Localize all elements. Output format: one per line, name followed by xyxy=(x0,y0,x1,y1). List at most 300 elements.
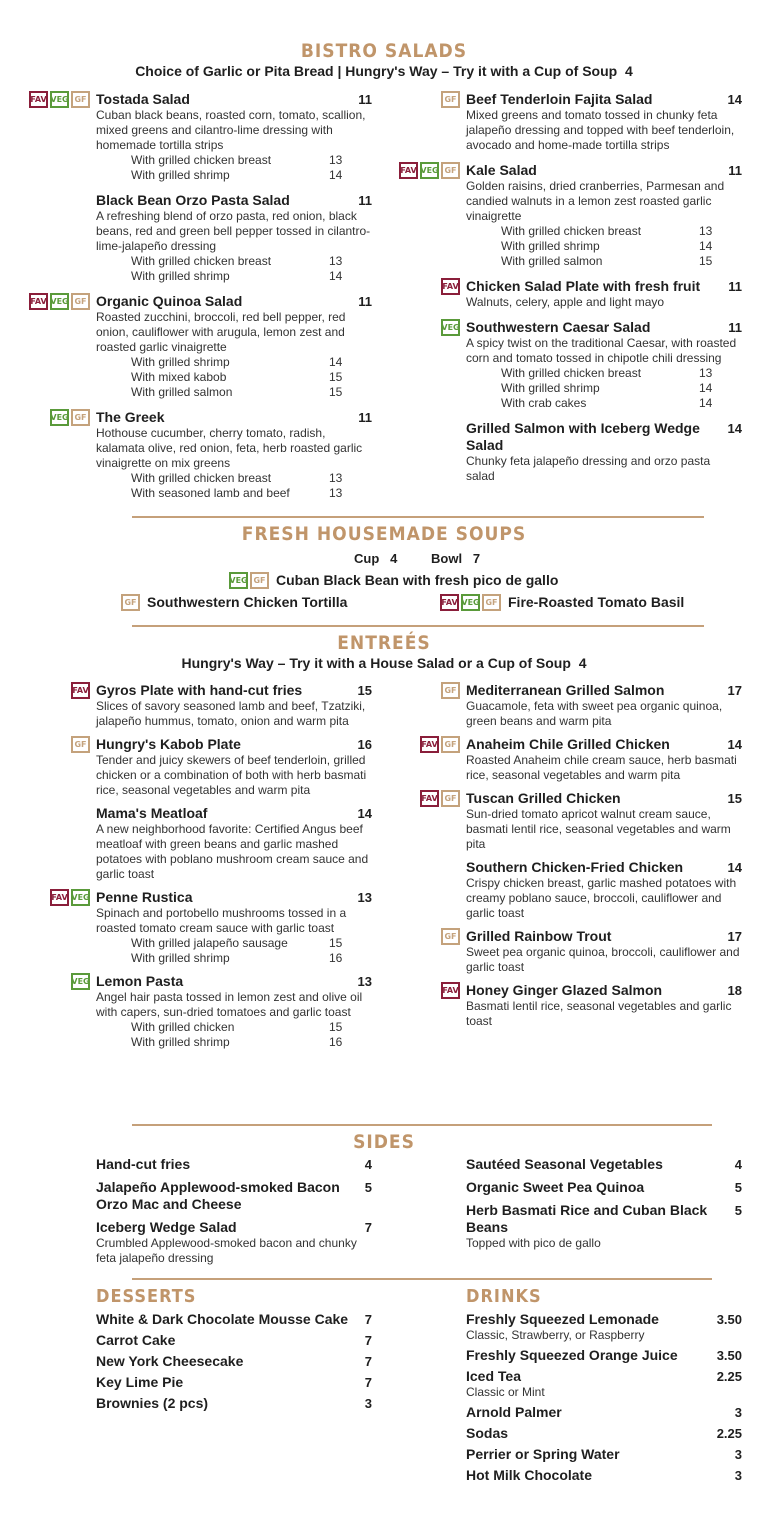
side-price: 5 xyxy=(734,1203,742,1218)
item-name: Mediterranean Grilled Salmon xyxy=(466,682,665,698)
drink-price: 3.50 xyxy=(716,1312,742,1327)
item-price: 16 xyxy=(357,737,372,752)
dessert-item xyxy=(96,1374,372,1395)
item-description: Walnuts, celery, apple and light mayo xyxy=(466,295,665,309)
side-description: Topped with pico de gallo xyxy=(466,1236,601,1250)
veg-badge-icon xyxy=(50,293,69,310)
fav-badge-icon xyxy=(440,594,459,611)
gf-badge-icon xyxy=(441,790,460,807)
badge-label: VEG xyxy=(461,598,480,607)
item-name: Hungry's Kabob Plate xyxy=(96,736,241,752)
option-price: 14 xyxy=(699,239,713,253)
drink-name: Freshly Squeezed Orange Juice xyxy=(466,1347,678,1363)
option-label: With grilled chicken breast xyxy=(131,471,272,485)
soups-heading: FRESH HOUSEMADE SOUPS xyxy=(241,523,527,545)
item-option xyxy=(96,153,372,168)
side-item xyxy=(466,1179,742,1196)
drink-price: 3 xyxy=(734,1405,742,1420)
item-name: Black Bean Orzo Pasta Salad xyxy=(96,192,290,208)
entrees-subtitle-price: 4 xyxy=(578,655,587,671)
desserts-list xyxy=(96,1311,372,1416)
option-label: With grilled salmon xyxy=(131,385,233,399)
soup-row xyxy=(229,572,558,589)
fav-badge-icon xyxy=(441,982,460,999)
item-name: Kale Salad xyxy=(466,162,537,178)
item-option xyxy=(466,239,742,254)
diet-tags xyxy=(441,682,460,699)
soup-item xyxy=(121,594,347,611)
item-name: Grilled Rainbow Trout xyxy=(466,928,612,944)
item-option xyxy=(96,269,372,284)
salads-left-column xyxy=(30,91,372,510)
item-description: Basmati lentil rice, seasonal vegetables and garlic toast xyxy=(466,999,732,1028)
badge-label: GF xyxy=(74,413,87,422)
item-option xyxy=(96,254,372,269)
divider xyxy=(132,516,704,518)
menu-item xyxy=(444,682,742,729)
dessert-name: White & Dark Chocolate Mousse Cake xyxy=(96,1311,349,1327)
badge-label: GF xyxy=(253,576,266,585)
item-price: 11 xyxy=(358,410,372,425)
item-description: Cuban black beans, roasted corn, tomato, scallion, mixed greens and cilantro-lime dressing with homemade tortilla strips xyxy=(96,108,366,152)
side-item xyxy=(466,1202,742,1251)
menu-item xyxy=(442,982,742,1029)
menu-item xyxy=(30,293,372,400)
option-label: With grilled shrimp xyxy=(501,381,600,395)
item-description: Golden raisins, dried cranberries, Parmesan and candied walnuts in a lemon zest roasted garlic vinaigrette xyxy=(466,179,725,223)
dessert-name: Key Lime Pie xyxy=(96,1374,184,1390)
item-name: Anaheim Chile Grilled Chicken xyxy=(466,736,670,752)
option-price: 13 xyxy=(329,486,343,500)
drinks-list xyxy=(466,1311,742,1488)
entrees-subtitle-text: Hungry's Way – Try it with a House Salad or a Cup of Soup xyxy=(181,655,571,671)
item-description: Mixed greens and tomato tossed in chunky feta jalapeño dressing and topped with beef tenderloin, avocado and home-made tortilla strips xyxy=(466,108,735,152)
item-description: A spicy twist on the traditional Caesar, with roasted corn and tomato tossed in chipotle chili dressing xyxy=(466,336,737,365)
item-price: 13 xyxy=(357,890,372,905)
fav-badge-icon xyxy=(50,889,69,906)
badge-label: GF xyxy=(124,598,137,607)
menu-item xyxy=(466,859,742,921)
drink-item xyxy=(466,1311,742,1343)
fav-badge-icon xyxy=(420,736,439,753)
badge-label: GF xyxy=(444,686,457,695)
gf-badge-icon xyxy=(441,162,460,179)
badge-label: FAV xyxy=(400,166,417,175)
entrees-right-column xyxy=(421,682,742,1036)
fav-badge-icon xyxy=(29,91,48,108)
badge-label: GF xyxy=(444,95,457,104)
drink-description: Classic or Mint xyxy=(466,1385,545,1399)
item-description: Hothouse cucumber, cherry tomato, radish, kalamata olive, red onion, feta, herb roasted garlic vinaigrette on mix greens xyxy=(96,426,363,470)
gf-badge-icon xyxy=(71,91,90,108)
item-description: Spinach and portobello mushrooms tossed in a roasted tomato cream sauce with garlic toast xyxy=(96,906,347,935)
side-price: 4 xyxy=(364,1157,372,1172)
drink-name: Iced Tea xyxy=(466,1368,521,1384)
option-price: 15 xyxy=(699,254,713,268)
dessert-price: 7 xyxy=(364,1333,372,1348)
drink-name: Hot Milk Chocolate xyxy=(466,1467,593,1483)
item-description: Sun-dried tomato apricot walnut cream sauce, basmati lentil rice, seasonal vegetables and warm pita xyxy=(466,807,731,851)
option-price: 14 xyxy=(699,381,713,395)
salads-subtitle-text: Choice of Garlic or Pita Bread | Hungry's Way – Try it with a Cup of Soup xyxy=(135,63,618,79)
menu-item xyxy=(30,91,372,183)
soup-item xyxy=(229,572,558,589)
badge-label: VEG xyxy=(229,576,248,585)
item-option xyxy=(96,370,372,385)
item-name: Tuscan Grilled Chicken xyxy=(466,790,621,806)
item-price: 11 xyxy=(358,92,372,107)
drink-item xyxy=(466,1446,742,1463)
badge-label: GF xyxy=(485,598,498,607)
item-option xyxy=(96,1035,372,1050)
menu-item xyxy=(400,162,742,269)
option-price: 13 xyxy=(329,153,343,167)
diet-tags xyxy=(420,790,460,807)
badge-label: VEG xyxy=(50,95,69,104)
diet-tags xyxy=(399,162,460,179)
diet-tags xyxy=(441,278,460,295)
badge-label: FAV xyxy=(51,893,68,902)
item-name: Organic Quinoa Salad xyxy=(96,293,243,309)
side-name: Sautéed Seasonal Vegetables xyxy=(466,1156,663,1172)
item-price: 17 xyxy=(727,929,742,944)
salads-subtitle xyxy=(0,63,768,79)
item-description: Tender and juicy skewers of beef tenderloin, grilled chicken or a combination of both with herb basmati rice, seasonal vegetables and warm pita xyxy=(96,753,367,797)
item-name: Chicken Salad Plate with fresh fruit xyxy=(466,278,701,294)
option-label: With grilled chicken breast xyxy=(501,224,642,238)
fav-badge-icon xyxy=(399,162,418,179)
item-name: Gyros Plate with hand-cut fries xyxy=(96,682,303,698)
desserts-heading: DESSERTS xyxy=(96,1286,197,1307)
divider xyxy=(132,1124,712,1126)
item-name: Tostada Salad xyxy=(96,91,190,107)
menu-item xyxy=(444,91,742,153)
option-label: With grilled shrimp xyxy=(501,239,600,253)
item-price: 14 xyxy=(727,92,742,107)
item-option xyxy=(466,381,742,396)
dessert-item xyxy=(96,1332,372,1353)
item-price: 11 xyxy=(728,320,742,335)
dessert-name: Carrot Cake xyxy=(96,1332,176,1348)
drink-price: 3 xyxy=(734,1468,742,1483)
drink-name: Perrier or Spring Water xyxy=(466,1446,620,1462)
sides-heading: SIDES xyxy=(353,1131,415,1153)
item-price: 13 xyxy=(357,974,372,989)
item-price: 11 xyxy=(728,163,742,178)
option-price: 16 xyxy=(329,1035,343,1049)
option-price: 14 xyxy=(699,396,713,410)
gf-badge-icon xyxy=(71,293,90,310)
sides-right-column xyxy=(466,1156,742,1257)
salads-right-column xyxy=(400,91,742,493)
item-price: 11 xyxy=(358,193,372,208)
drink-price: 2.25 xyxy=(716,1369,742,1384)
gf-badge-icon xyxy=(441,682,460,699)
item-name: Penne Rustica xyxy=(96,889,193,905)
option-label: With grilled chicken breast xyxy=(131,153,272,167)
badge-label: GF xyxy=(444,932,457,941)
diet-tags xyxy=(441,928,460,945)
gf-badge-icon xyxy=(71,409,90,426)
option-label: With grilled shrimp xyxy=(131,1035,230,1049)
option-label: With grilled jalapeño sausage xyxy=(131,936,288,950)
option-price: 16 xyxy=(329,951,343,965)
item-name: Honey Ginger Glazed Salmon xyxy=(466,982,663,998)
option-price: 15 xyxy=(329,385,343,399)
item-name: Southern Chicken-Fried Chicken xyxy=(466,859,684,875)
item-price: 14 xyxy=(727,737,742,752)
diet-tags xyxy=(50,409,90,426)
side-price: 7 xyxy=(364,1220,372,1235)
item-name: Lemon Pasta xyxy=(96,973,184,989)
menu-item xyxy=(466,420,742,484)
divider xyxy=(132,1278,712,1280)
bowl-price: 7 xyxy=(472,551,481,566)
drink-item xyxy=(466,1404,742,1421)
diet-tags xyxy=(71,682,90,699)
gf-badge-icon xyxy=(71,736,90,753)
veg-badge-icon xyxy=(71,889,90,906)
option-price: 14 xyxy=(329,269,343,283)
item-description: Chunky feta jalapeño dressing and orzo pasta salad xyxy=(466,454,711,483)
drink-description: Classic, Strawberry, or Raspberry xyxy=(466,1328,645,1342)
item-price: 15 xyxy=(727,791,742,806)
item-description: Roasted zucchini, broccoli, red bell pepper, red onion, cauliflower with arugula, lemon zest and roasted garlic vinaigrette xyxy=(96,310,346,354)
menu-item xyxy=(421,736,742,783)
option-label: With grilled shrimp xyxy=(131,355,230,369)
option-label: With crab cakes xyxy=(501,396,587,410)
gf-badge-icon xyxy=(121,594,140,611)
entrees-heading: ENTREÉS xyxy=(337,632,431,654)
drink-name: Freshly Squeezed Lemonade xyxy=(466,1311,659,1327)
menu-item xyxy=(96,192,372,284)
item-description: A new neighborhood favorite: Certified Angus beef meatloaf with green beans and garlic mashed potatoes with poblano mushroom cream sauce and garlic toast xyxy=(96,822,369,881)
diet-tags xyxy=(29,293,90,310)
fav-badge-icon xyxy=(29,293,48,310)
option-label: With grilled chicken breast xyxy=(131,254,272,268)
bowl-label: Bowl xyxy=(431,551,463,566)
item-option xyxy=(466,224,742,239)
entrees-left-column xyxy=(51,682,372,1057)
fav-badge-icon xyxy=(420,790,439,807)
soup-row xyxy=(121,594,347,611)
drink-name: Sodas xyxy=(466,1425,509,1441)
gf-badge-icon xyxy=(441,91,460,108)
item-description: Guacamole, feta with sweet pea organic quinoa, green beans and warm pita xyxy=(466,699,723,728)
dessert-item xyxy=(96,1311,372,1332)
dessert-name: Brownies (2 pcs) xyxy=(96,1395,209,1411)
item-price: 14 xyxy=(357,806,372,821)
veg-badge-icon xyxy=(50,91,69,108)
gf-badge-icon xyxy=(441,736,460,753)
badge-label: FAV xyxy=(72,686,89,695)
badge-label: FAV xyxy=(30,95,47,104)
side-name: Jalapeño Applewood-smoked Bacon Orzo Mac and Cheese xyxy=(96,1179,340,1212)
option-price: 13 xyxy=(329,471,343,485)
item-name: Southwestern Caesar Salad xyxy=(466,319,651,335)
drink-price: 2.25 xyxy=(716,1426,742,1441)
fav-badge-icon xyxy=(441,278,460,295)
menu-item xyxy=(72,682,372,729)
item-price: 11 xyxy=(728,279,742,294)
side-name: Iceberg Wedge Salad xyxy=(96,1219,237,1235)
soup-row xyxy=(440,594,684,611)
badge-label: GF xyxy=(74,95,87,104)
veg-badge-icon xyxy=(71,973,90,990)
item-option xyxy=(96,1020,372,1035)
option-price: 15 xyxy=(329,936,343,950)
side-description: Crumbled Applewood-smoked bacon and chunky feta jalapeño dressing xyxy=(96,1236,357,1265)
drink-price: 3.50 xyxy=(716,1348,742,1363)
option-label: With grilled salmon xyxy=(501,254,603,268)
item-price: 11 xyxy=(358,294,372,309)
gf-badge-icon xyxy=(441,928,460,945)
dessert-price: 7 xyxy=(364,1375,372,1390)
option-price: 13 xyxy=(699,224,713,238)
drink-item xyxy=(466,1368,742,1400)
item-description: Slices of savory seasoned lamb and beef, Tzatziki, jalapeño hummus, tomato, onion and warm pita xyxy=(96,699,366,728)
dessert-price: 3 xyxy=(364,1396,372,1411)
diet-tags xyxy=(441,982,460,999)
menu-item xyxy=(74,736,372,798)
option-label: With seasoned lamb and beef xyxy=(131,486,290,500)
dessert-item xyxy=(96,1353,372,1374)
side-item xyxy=(96,1219,372,1266)
menu-item xyxy=(421,790,742,852)
item-price: 14 xyxy=(727,421,742,436)
soup-name: Southwestern Chicken Tortilla xyxy=(147,594,348,610)
badge-label: GF xyxy=(74,297,87,306)
item-name: Grilled Salmon with Iceberg Wedge Salad xyxy=(466,420,700,453)
menu-item xyxy=(441,319,742,411)
side-price: 5 xyxy=(734,1180,742,1195)
badge-label: FAV xyxy=(442,282,459,291)
item-name: Mama's Meatloaf xyxy=(96,805,208,821)
side-item xyxy=(96,1179,372,1213)
item-price: 15 xyxy=(357,683,372,698)
badge-label: VEG xyxy=(420,166,439,175)
drink-item xyxy=(466,1347,742,1364)
menu-item xyxy=(96,805,372,882)
soup-cup-price xyxy=(354,551,397,566)
badge-label: GF xyxy=(444,740,457,749)
option-price: 13 xyxy=(699,366,713,380)
item-price: 17 xyxy=(727,683,742,698)
side-item xyxy=(466,1156,742,1173)
entrees-subtitle xyxy=(0,655,768,671)
gf-badge-icon xyxy=(250,572,269,589)
side-price: 4 xyxy=(734,1157,742,1172)
side-name: Hand-cut fries xyxy=(96,1156,191,1172)
item-option xyxy=(96,355,372,370)
item-description: Angel hair pasta tossed in lemon zest and olive oil with capers, sun-dried tomatoes and garlic toast xyxy=(96,990,363,1019)
side-name: Herb Basmati Rice and Cuban Black Beans xyxy=(466,1202,708,1235)
badge-label: GF xyxy=(444,166,457,175)
menu-item xyxy=(71,973,372,1050)
option-label: With grilled shrimp xyxy=(131,951,230,965)
dessert-name: New York Cheesecake xyxy=(96,1353,244,1369)
item-option xyxy=(96,168,372,183)
option-price: 14 xyxy=(329,168,343,182)
diet-tags xyxy=(71,973,90,990)
option-label: With grilled shrimp xyxy=(131,168,230,182)
option-label: With grilled shrimp xyxy=(131,269,230,283)
veg-badge-icon xyxy=(461,594,480,611)
soup-name: Cuban Black Bean with fresh pico de gallo xyxy=(276,572,559,588)
menu-item xyxy=(51,889,372,966)
diet-tags xyxy=(441,319,460,336)
soup-bowl-price xyxy=(431,551,480,566)
badge-label: GF xyxy=(74,740,87,749)
diet-tags xyxy=(441,91,460,108)
bistro-salads-heading: BISTRO SALADS xyxy=(300,40,468,62)
veg-badge-icon xyxy=(50,409,69,426)
item-option xyxy=(96,486,372,501)
gf-badge-icon xyxy=(482,594,501,611)
item-price: 14 xyxy=(727,860,742,875)
veg-badge-icon xyxy=(441,319,460,336)
item-name: Beef Tenderloin Fajita Salad xyxy=(466,91,653,107)
item-price: 18 xyxy=(727,983,742,998)
option-price: 15 xyxy=(329,1020,343,1034)
dessert-item xyxy=(96,1395,372,1416)
salads-subtitle-price: 4 xyxy=(625,63,633,79)
drink-name: Arnold Palmer xyxy=(466,1404,562,1420)
option-label: With grilled chicken breast xyxy=(501,366,642,380)
item-name: The Greek xyxy=(96,409,165,425)
diet-tags xyxy=(71,736,90,753)
item-option xyxy=(96,471,372,486)
item-description: A refreshing blend of orzo pasta, red onion, black beans, red and green bell pepper tossed in cilantro-lime-jalapeño dressing xyxy=(96,209,371,253)
side-name: Organic Sweet Pea Quinoa xyxy=(466,1179,645,1195)
badge-label: FAV xyxy=(30,297,47,306)
option-label: With grilled chicken xyxy=(131,1020,235,1034)
diet-tags xyxy=(420,736,460,753)
side-item xyxy=(96,1156,372,1173)
veg-badge-icon xyxy=(229,572,248,589)
badge-label: FAV xyxy=(421,794,438,803)
cup-price: 4 xyxy=(390,551,398,566)
badge-label: FAV xyxy=(442,986,459,995)
diet-tags xyxy=(50,889,90,906)
sides-left-column xyxy=(96,1156,372,1272)
option-price: 13 xyxy=(329,254,343,268)
item-option xyxy=(96,936,372,951)
item-option xyxy=(96,951,372,966)
item-description: Sweet pea organic quinoa, broccoli, cauliflower and garlic toast xyxy=(466,945,740,974)
drink-price: 3 xyxy=(734,1447,742,1462)
item-option xyxy=(466,254,742,269)
item-description: Crispy chicken breast, garlic mashed potatoes with creamy poblano sauce, broccoli, cauliflower and garlic toast xyxy=(466,876,737,920)
veg-badge-icon xyxy=(420,162,439,179)
diet-tags xyxy=(29,91,90,108)
badge-label: VEG xyxy=(71,977,90,986)
side-price: 5 xyxy=(364,1180,372,1195)
badge-label: GF xyxy=(444,794,457,803)
menu-item xyxy=(50,409,372,501)
menu-item xyxy=(442,278,742,310)
badge-label: VEG xyxy=(50,413,69,422)
dessert-price: 7 xyxy=(364,1354,372,1369)
cup-label: Cup xyxy=(354,551,380,566)
menu-item xyxy=(444,928,742,975)
fav-badge-icon xyxy=(71,682,90,699)
badge-label: FAV xyxy=(441,598,458,607)
drinks-heading: DRINKS xyxy=(466,1286,542,1307)
item-option xyxy=(466,396,742,411)
badge-label: VEG xyxy=(71,893,90,902)
badge-label: VEG xyxy=(50,297,69,306)
